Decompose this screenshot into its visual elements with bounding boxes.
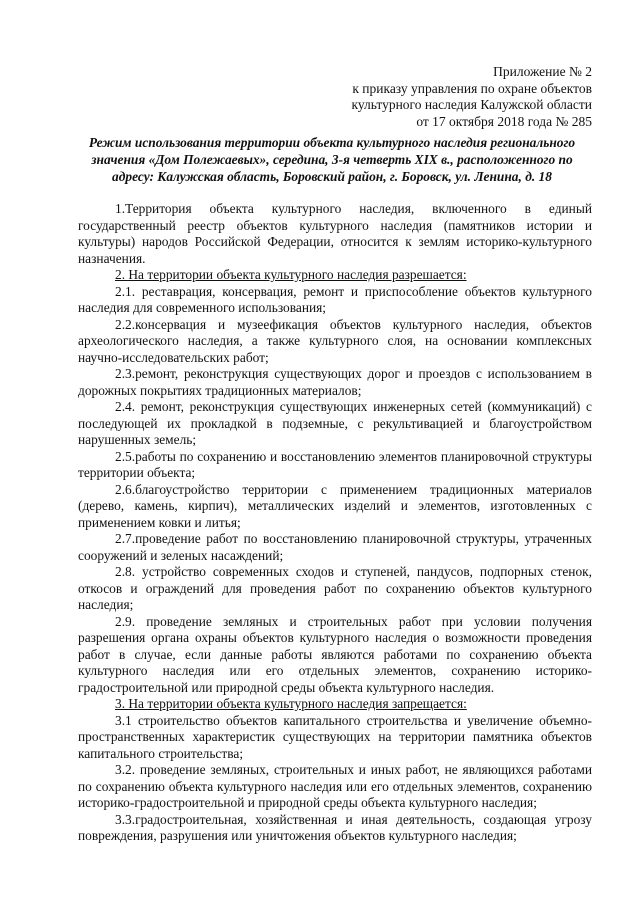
paragraph-3-3: 3.3.градостроительная, хозяйственная и иная деятельность, создающая угрозу повреждения, разрушения или уничтожения объектов культурного наследия; (78, 811, 592, 843)
document-body (78, 201, 592, 845)
paragraph-2-3: 2.3.ремонт, реконструкция существующих дорог и проездов с использованием в дорожных покрытиях традиционных материалов; (78, 366, 592, 398)
paragraph-2-8: 2.8. устройство современных сходов и ступеней, пандусов, подпорных стенок, откосов и ограждений для проведения работ по сохранению объектов культурного наследия; (78, 564, 592, 612)
paragraph-1: 1.Территория объекта культурного наследия, включенного в единый государственный реестр объектов культурного наследия (памятников истории и культуры) народов Российской Федерации, относится к землям историко-культурного назначения. (78, 201, 592, 266)
paragraph-3-2: 3.2. проведение земляных, строительных и иных работ, не являющихся работами по сохранению объекта культурного наследия или его отдельных элементов, сохранению историко-градостроительной и природной среды объекта культурного наследия; (78, 762, 592, 810)
section-heading-3: 3. На территории объекта культурного наследия запрещается: (115, 696, 467, 711)
paragraph-2-9: 2.9. проведение земляных и строительных работ при условии получения разрешения органа охраны объектов культурного наследия о возможности проведения работ в случае, если данные работы являются работами по сохранению объекта культурного наследия или его отдельных элементов, сохранению историко-градостроительной или природной среды объекта культурного наследия. (78, 613, 592, 695)
paragraph-2-4: 2.4. ремонт, реконструкция существующих инженерных сетей (коммуникаций) с последующей их прокладкой в подземные, с рекультивацией и благоустройством нарушенных земель; (78, 399, 592, 447)
paragraph-2-6: 2.6.благоустройство территории с применением традиционных материалов (дерево, камень, кирпич), металлических изделий и элементов, изготовленных с применением ковки и литья; (78, 481, 592, 530)
order-reference-line-1: к приказу управления по охране объектов (352, 80, 592, 96)
paragraph-2-2: 2.2.консервация и музеефикация объектов культурного наследия, объектов археологического наследия, а также культурного слоя, на основании комплексных научно-исследовательских работ; (78, 316, 592, 365)
paragraph-2-7: 2.7.проведение работ по восстановлению планировочной структуры, утраченных сооружений и зеленых насаждений; (78, 531, 592, 563)
section-heading-2: 2. На территории объекта культурного наследия разрешается: (115, 267, 467, 282)
paragraph-2-5: 2.5.работы по сохранению и восстановлению элементов планировочной структуры территории объекта; (78, 448, 592, 480)
paragraph-2-1: 2.1. реставрация, консервация, ремонт и приспособление объектов культурного наследия для современного использования; (78, 283, 592, 315)
paragraph-3-1: 3.1 строительство объектов капитального строительства и увеличение объемно-пространственных характеристик существующих на территории памятника объектов капитального строительства; (78, 712, 592, 761)
order-reference-line-2: культурного наследия Калужской области (351, 97, 592, 112)
appendix-header (351, 64, 592, 130)
order-date: от 17 октября 2018 года № 285 (416, 113, 592, 129)
appendix-number: Приложение № 2 (493, 64, 592, 79)
document-title: Режим использования территории объекта культурного наследия регионального значения «Дом Полежаевых», середина, 3-я четверть XIX в., расположенного по адресу: Калужская область, Боровский район, г. Боровск, ул. Ленина, д. 18 (88, 135, 576, 184)
